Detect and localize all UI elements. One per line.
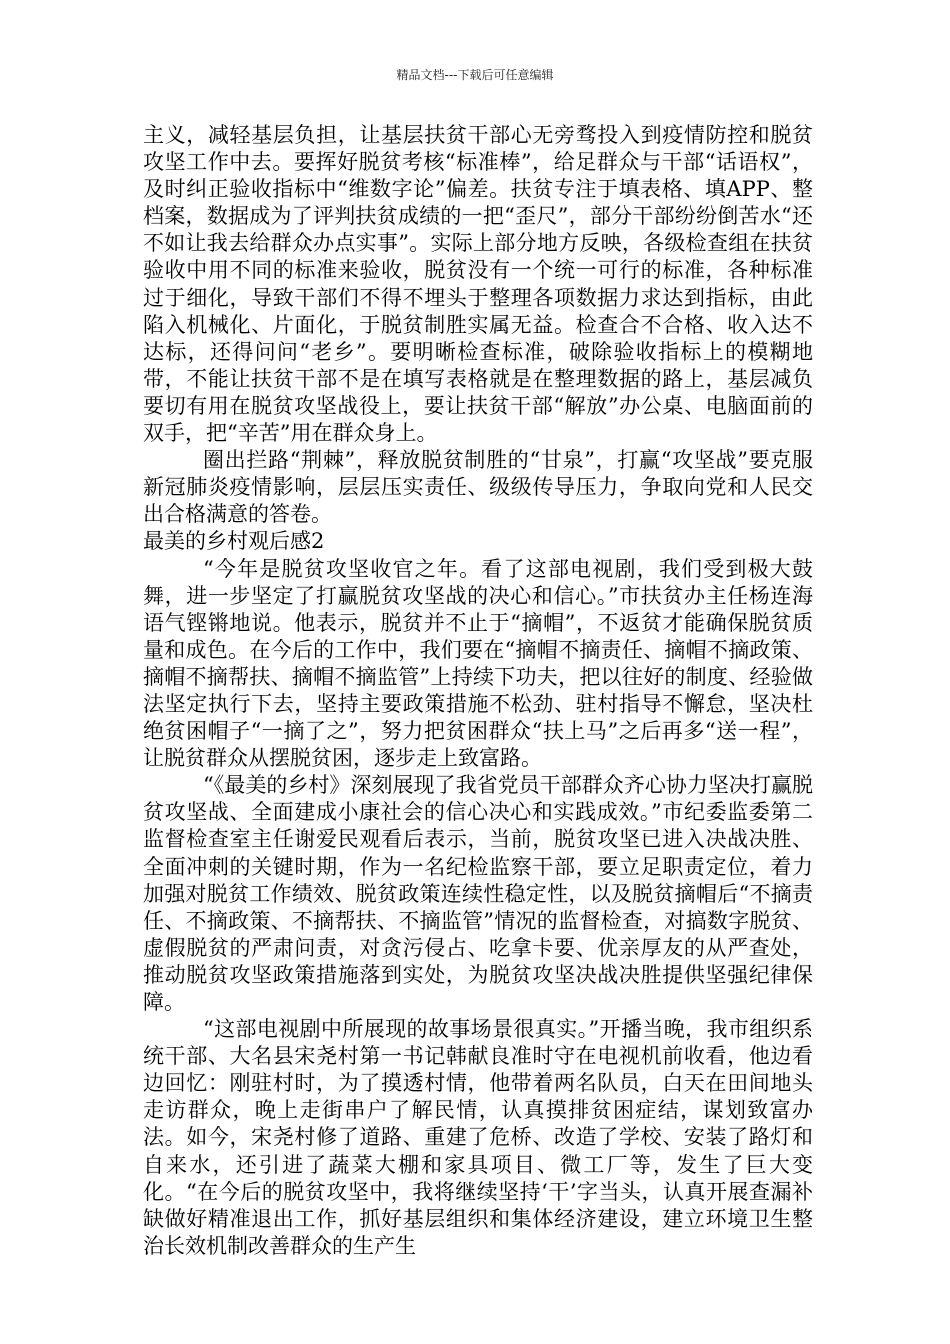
paragraph-1: 主义，减轻基层负担，让基层扶贫干部心无旁骛投入到疫情防控和脱贫攻坚工作中去。要挥好脱贫考核“标准棒”，给足群众与干部“话语权”，及时纠正验收指标中“维数字论”偏差。扶贫专注于填表格、填APP、整档案，数据成为了评判扶贫成绩的一把“歪尺”，部分干部纷纷倒苦水“还不如让我去给群众办点实事”。实际上部分地方反映，各级检查组在扶贫验收中用不同的标准来验收，脱贫没有一个统一可行的标准，各种标准过于细化，导致干部们不得不埋头于整理各项数据力求达到指标，由此陷入机械化、片面化，于脱贫制胜实属无益。检查合不合格、收入达不达标，还得问问“老乡”。要明晰检查标准，破除验收指标上的模糊地带，不能让扶贫干部不是在填写表格就是在整理数据的路上，基层减负要切有用在脱贫攻坚战役上，要让扶贫干部“解放”办公桌、电脑面前的双手，把“辛苦”用在群众身上。 [143,123,813,446]
document-body [143,122,813,1260]
paragraph-3: “今年是脱贫攻坚收官之年。看了这部电视剧，我们受到极大鼓舞，进一步坚定了打赢脱贫攻坚战的决心和信心。”市扶贫办主任杨连海语气铿锵地说。他表示，脱贫并不止于“摘帽”，不返贫才能确保脱贫质量和成色。在今后的工作中，我们要在“摘帽不摘责任、摘帽不摘政策、摘帽不摘帮扶、摘帽不摘监管”上持续下功夫，把以往好的制度、经验做法坚定执行下去，坚持主要政策措施不松劲、驻村指导不懈怠，坚决杜绝贫困帽子“一摘了之”，努力把贫困群众“扶上马”之后再多“送一程”，让脱贫群众从摆脱贫困，逐步走上致富路。 [143,556,813,771]
paragraph-2: 圈出拦路“荆棘”，释放脱贫制胜的“甘泉”，打赢“攻坚战”要克服新冠肺炎疫情影响，层层压实责任、级级传导压力，争取向党和人民交出合格满意的答卷。 [143,448,813,527]
paragraph-5: “这部电视剧中所展现的故事场景很真实。”开播当晚，我市组织系统干部、大名县宋尧村第一书记韩献良准时守在电视机前收看，他边看边回忆：刚驻村时，为了摸透村情，他带着两名队员，白天在田间地头走访群众，晚上走街串户了解民情，认真摸排贫困症结，谋划致富办法。如今，宋尧村修了道路、重建了危桥、改造了学校、安装了路灯和自来水，还引进了蔬菜大棚和家具项目、微工厂等，发生了巨大变化。“在今后的脱贫攻坚中，我将继续坚持‘干’字当头，认真开展查漏补缺做好精准退出工作，抓好基层组织和集体经济建设，建立环境卫生整治长效机制改善群众的生产生 [143,1017,813,1258]
page-header: 精品文档---下载后可任意编辑 [396,68,554,82]
section-title: 最美的乡村观后感2 [143,529,325,554]
paragraph-4: “《最美的乡村》深刻展现了我省党员干部群众齐心协力坚决打赢脱贫攻坚战、全面建成小康社会的信心决心和实践成效。”市纪委监委第二监督检查室主任谢爱民观看后表示，当前，脱贫攻坚已进入决战决胜、全面冲刺的关键时期，作为一名纪检监察干部，要立足职责定位，着力加强对脱贫工作绩效、脱贫政策连续性稳定性，以及脱贫摘帽后“不摘责任、不摘政策、不摘帮扶、不摘监管”情况的监督检查，对搞数字脱贫、虚假脱贫的严肃问责，对贪污侵占、吃拿卡要、优亲厚友的从严查处，推动脱贫攻坚政策措施落到实处，为脱贫攻坚决战决胜提供坚强纪律保障。 [143,773,813,1014]
